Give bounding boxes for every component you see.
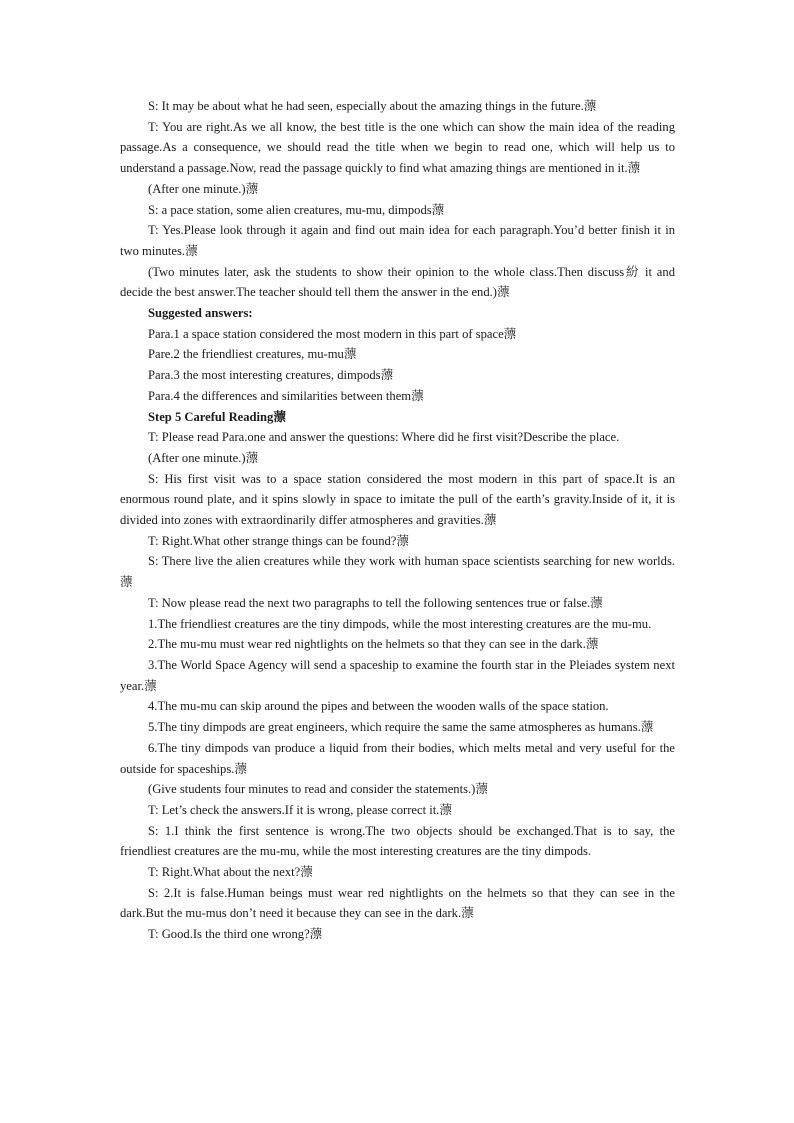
paragraph: (After one minute.)薸: [148, 181, 259, 196]
paragraph: S: 2.It is false.Human beings must wear red nightlights on the helmets so that they can see in the dark.But the mu-mus don’t need it because they can see in the dark.薸: [120, 885, 675, 921]
paragraph: T: You are right.As we all know, the best title is the one which can show the main idea of the reading passage.As a consequence, we should read the title when we begin to read one, which will help us to understand a passage.Now, read the passage quickly to find what amazing things are mentioned in it.薸: [120, 119, 675, 176]
paragraph: T: Please read Para.one and answer the questions: Where did he first visit?Describe the place.: [148, 430, 620, 445]
paragraph: (After one minute.)薸: [148, 450, 259, 465]
list-item: 3.The World Space Agency will send a spaceship to examine the fourth star in the Pleiades system next year.薸: [120, 657, 675, 693]
paragraph: (Give students four minutes to read and consider the statements.)薸: [148, 782, 488, 797]
list-item: Para.1 a space station considered the most modern in this part of space薸: [148, 326, 517, 341]
paragraph: S: His first visit was to a space station considered the most modern in this part of space.It is an enormous round plate, and it spins slowly in space to imitate the pull of the earth’s gravity.Inside of it, it is divided into zones with extraordinarily differ atmospheres and gravities.薸: [120, 471, 675, 528]
list-item: 5.The tiny dimpods are great engineers, which require the same the same atmospheres as humans.薸: [148, 720, 654, 735]
list-item: Para.3 the most interesting creatures, dimpods薸: [148, 368, 394, 383]
document-page: [120, 96, 675, 945]
paragraph: S: 1.I think the first sentence is wrong.The two objects should be exchanged.That is to say, the friendliest creatures are the mu-mu, while the most interesting creatures are the tiny dimpods.: [120, 823, 675, 859]
paragraph: S: It may be about what he had seen, especially about the amazing things in the future.薸: [148, 99, 597, 113]
list-item: 6.The tiny dimpods van produce a liquid from their bodies, which melts metal and very useful for the outside for spaceships.薸: [120, 740, 675, 776]
paragraph: T: Now please read the next two paragraphs to tell the following sentences true or false.薸: [148, 595, 603, 610]
paragraph: T: Good.Is the third one wrong?薸: [148, 927, 323, 942]
list-item: 1.The friendliest creatures are the tiny dimpods, while the most interesting creatures are the mu-mu.: [148, 616, 652, 631]
paragraph: T: Right.What about the next?薸: [148, 865, 313, 880]
paragraph: S: a pace station, some alien creatures, mu-mu, dimpods薸: [148, 202, 445, 217]
paragraph: S: There live the alien creatures while they work with human space scientists searching for new worlds.薸: [120, 554, 675, 590]
paragraph: (Two minutes later, ask the students to show their opinion to the whole class.Then discuss紛 it and decide the best answer.The teacher should tell them the answer in the end.)薸: [120, 264, 675, 300]
list-item: Para.4 the differences and similarities between them薸: [148, 388, 424, 403]
section-heading: Step 5 Careful Reading薸: [148, 409, 286, 424]
list-item: 4.The mu-mu can skip around the pipes and between the wooden walls of the space station.: [148, 699, 609, 714]
list-item: 2.The mu-mu must wear red nightlights on the helmets so that they can see in the dark.薸: [148, 637, 599, 652]
paragraph: T: Right.What other strange things can be found?薸: [148, 533, 409, 548]
list-item: Pare.2 the friendliest creatures, mu-mu薸: [148, 347, 357, 362]
paragraph: T: Yes.Please look through it again and find out main idea for each paragraph.You’d better finish it in two minutes.薸: [120, 223, 675, 258]
section-heading: Suggested answers:: [148, 306, 253, 321]
paragraph: T: Let’s check the answers.If it is wrong, please correct it.薸: [148, 802, 452, 817]
